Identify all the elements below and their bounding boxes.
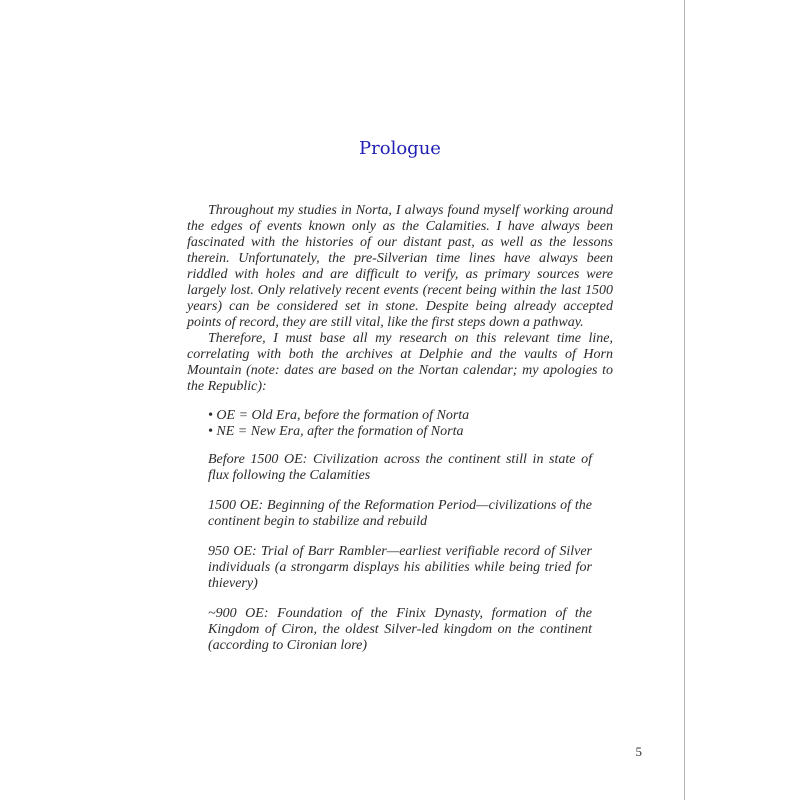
era-legend-item: • NE = New Era, after the formation of Norta bbox=[208, 424, 464, 439]
timeline-entry: ~900 OE: Foundation of the Finix Dynasty, formation of the Kingdom of Ciron, the oldest Silver-led kingdom on the continent (according to Cironian lore) bbox=[208, 606, 592, 653]
timeline-entry: Before 1500 OE: Civilization across the continent still in state of flux following the Calamities bbox=[208, 452, 592, 483]
timeline-entry: 1500 OE: Beginning of the Reformation Period—civilizations of the continent begin to stabilize and rebuild bbox=[208, 498, 592, 529]
era-legend bbox=[187, 408, 613, 440]
timeline-entry: 950 OE: Trial of Barr Rambler—earliest verifiable record of Silver individuals (a strongarm displays his abilities while being tried for thievery) bbox=[208, 544, 592, 591]
timeline bbox=[187, 452, 613, 654]
chapter-title: Prologue bbox=[359, 138, 441, 159]
page-number: 5 bbox=[635, 744, 642, 759]
intro-paragraph: Throughout my studies in Norta, I always found myself working around the edges of events known only as the Calamities. I have always been fascinated with the histories of our distant past, as well as the lessons therein. Unfortunately, the pre-Silverian time lines have always been riddled with holes and are difficult to verify, as primary sources were largely lost. Only relatively recent events (recent being within the last 1500 years) can be considered set in stone. Despite being already accepted points of record, they are still vital, like the first steps down a pathway. bbox=[187, 203, 613, 330]
page-edge-line bbox=[684, 0, 685, 800]
era-legend-item: • OE = Old Era, before the formation of Norta bbox=[208, 408, 470, 423]
body-text bbox=[187, 203, 613, 668]
research-paragraph: Therefore, I must base all my research on this relevant time line, correlating with both the archives at Delphie and the vaults of Horn Mountain (note: dates are based on the Nortan calendar; my apologies to the Republic): bbox=[187, 331, 613, 394]
